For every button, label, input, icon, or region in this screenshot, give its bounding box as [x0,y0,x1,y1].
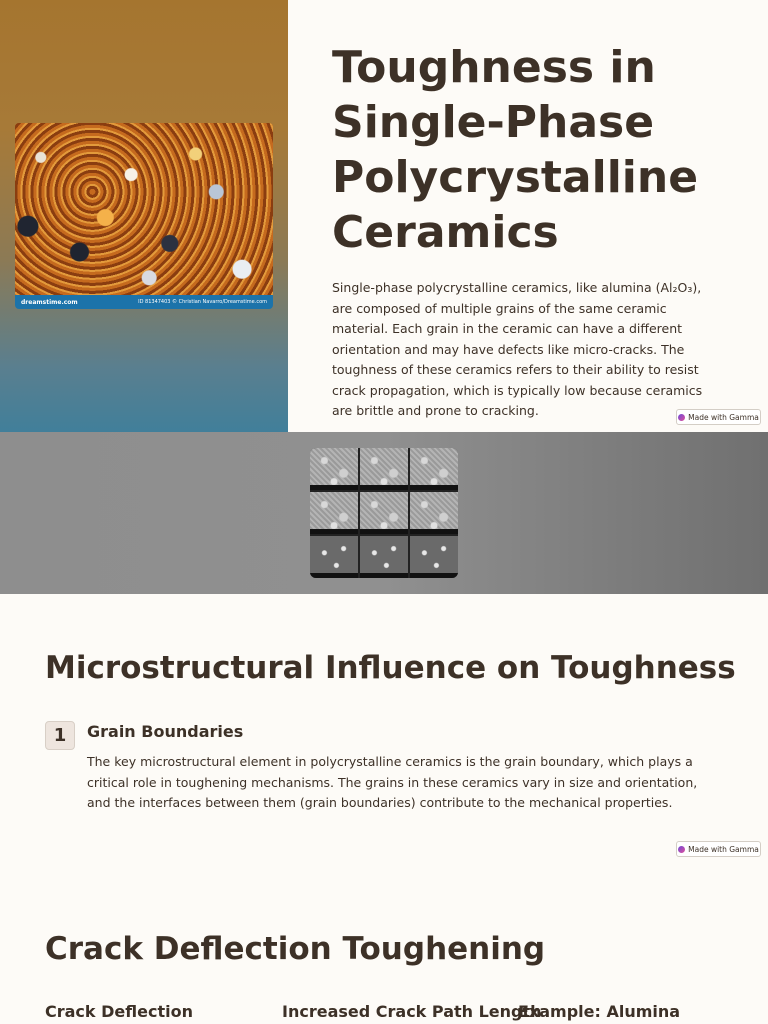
hero-image-panel [0,0,288,432]
image-watermark-bar [15,295,273,309]
image-brand: dreamstime.com [21,298,78,306]
sem-tile [310,448,358,490]
micrograph-texture [15,123,273,295]
hero-paragraph: Single-phase polycrystalline ceramics, like alumina (Al₂O₃), are composed of multiple grains of the same ceramic material. Each grain in the ceramic can have a different orientation and may have defects like micro-cracks. The toughness of these ceramics refers to their ability to resist crack propagation, which is typically low because ceramics are brittle and prone to cracking. [332,280,703,418]
sem-tile [410,536,458,578]
made-with-gamma-badge[interactable] [676,841,761,857]
image-credit: ID 81347403 © Christian Navarro/Dreamstime.com [138,299,267,305]
sem-tile [360,448,408,490]
gamma-logo-icon [678,846,685,853]
ceramic-micrograph-image [15,123,273,309]
sem-tile [360,536,408,578]
section-title-microstructural: Microstructural Influence on Toughness [45,650,736,686]
badge-label: Made with Gamma [688,844,759,854]
section-title-crack-deflection: Crack Deflection Toughening [45,931,546,967]
column-heading-crack-deflection: Crack Deflection [45,1002,193,1021]
sem-micrograph-grid [310,448,458,578]
sem-tile [310,536,358,578]
sem-tile [410,448,458,490]
made-with-gamma-badge[interactable] [676,409,761,425]
column-heading-crack-path-length: Increased Crack Path Length [282,1002,542,1021]
gamma-logo-icon [678,414,685,421]
sem-tile [410,492,458,534]
item-number-badge: 1 [45,721,75,750]
sem-tile [360,492,408,534]
item-text-grain-boundaries: The key microstructural element in polycrystalline ceramics is the grain boundary, which plays a critical role in toughening mechanisms. The grains in these ceramics vary in size and orientation, and the interfaces between them (grain boundaries) contribute to the mechanical properties. [87,754,698,810]
page-title: Toughness in Single-Phase Polycrystalline Ceramics [332,42,699,258]
badge-label: Made with Gamma [688,412,759,422]
sem-tile [310,492,358,534]
item-heading-grain-boundaries: Grain Boundaries [87,722,244,741]
column-heading-example-alumina: Example: Alumina [518,1002,681,1021]
